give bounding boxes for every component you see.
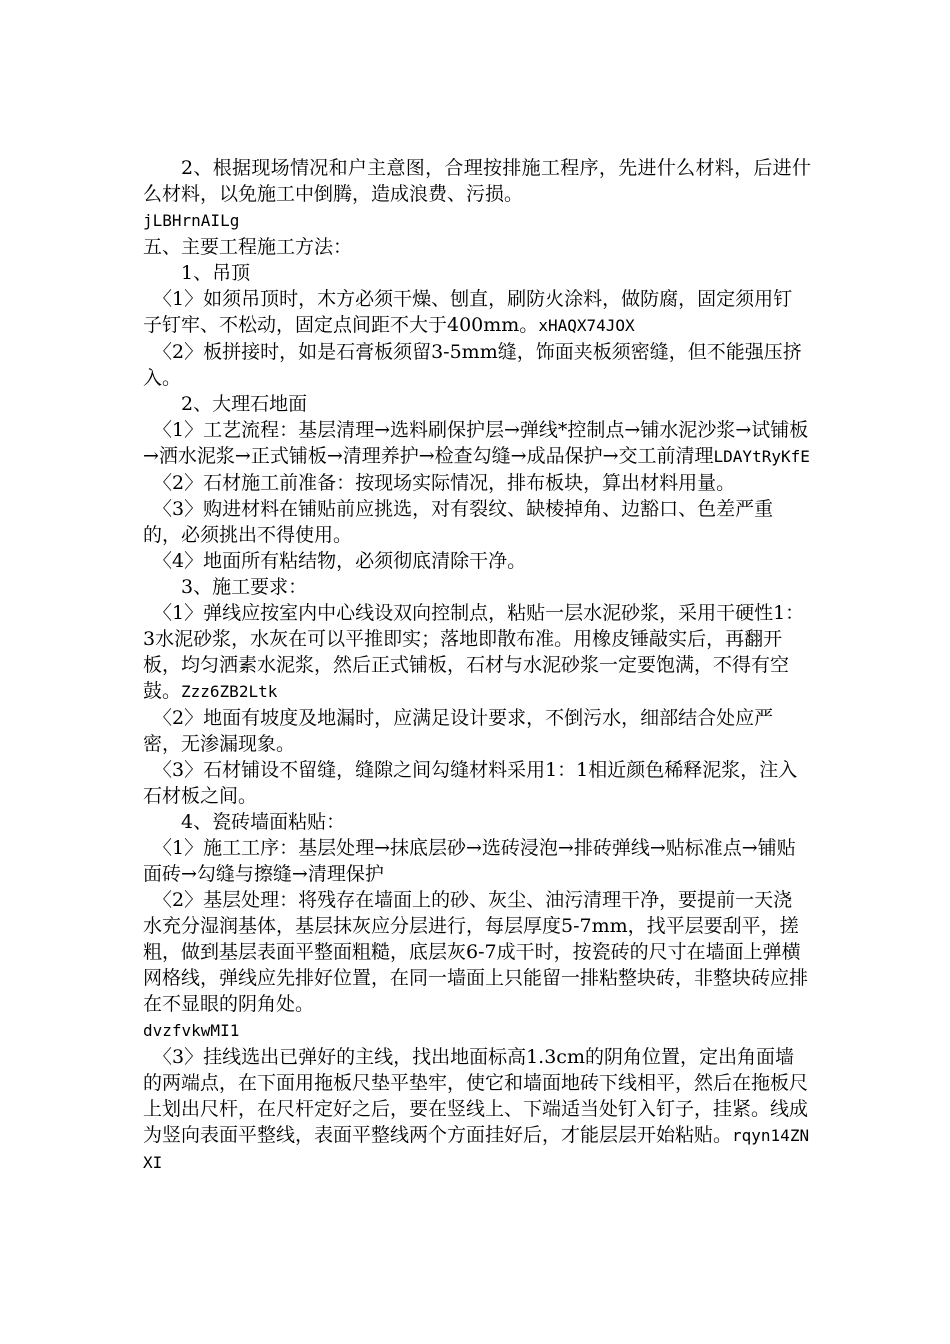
heading-text: 2、大理石地面 <box>181 393 308 415</box>
subheading-tile-wall <box>143 809 811 835</box>
paragraph-code: rqyn14ZNXI <box>143 1126 810 1172</box>
document-body <box>143 155 811 1176</box>
paragraph-text: 〈3〉挂线选出已弹好的主线，找出地面标高1.3cm的阴角位置，定出角面墙的两端点，在下面用拖板尺垫平垫牢，使它和墙面地砖下线相平，然后在拖板尺上划出尺杆，在尺杆定好之后，要在竖线上、下端适当处钉入钉子，挂紧。线成为竖向表面平整线，表面平整线两个方面挂好后，才能层层开始粘贴。 <box>143 1046 809 1146</box>
heading-text: 1、吊顶 <box>181 262 251 284</box>
paragraph-text: 〈2〉板拼接时，如是石膏板须留3-5mm缝，饰面夹板须密缝，但不能强压挤入。 <box>143 341 802 389</box>
paragraph-text: 2、根据现场情况和户主意图，合理按排施工程序，先进什么材料，后进什么材料，以免施工中倒腾，造成浪费、污损。 <box>143 157 811 205</box>
paragraph-text: 〈1〉弹线应按室内中心线设双向控制点，粘贴一层水泥砂浆，采用干硬性1：3水泥砂浆，水灰在可以平推即实；落地即散布准。用橡皮锤敲实后，再翻开板，均匀洒素水泥浆，然后正式铺板，石材与水泥砂浆一定要饱满，不得有空鼓。 <box>143 602 805 702</box>
paragraph-ceiling-1 <box>143 286 811 339</box>
section-heading-construction-methods <box>143 234 811 260</box>
subheading-marble-floor <box>143 391 811 417</box>
paragraph-materials-order <box>143 155 811 234</box>
heading-text: 4、瓷砖墙面粘贴： <box>181 811 346 833</box>
paragraph-text: 〈1〉工艺流程：基层清理→选料刷保护层→弹线*控制点→铺水泥沙浆→试铺板→洒水泥浆→正式铺板→清理养护→检查勾缝→成品保护→交工前清理 <box>143 419 809 467</box>
paragraph-text: 〈1〉如须吊顶时，木方必须干燥、刨直，刷防火涂料，做防腐，固定须用钉子钉牢、不松动，固定点间距不大于400mm。 <box>143 288 793 336</box>
paragraph-tile-2 <box>143 887 811 1044</box>
paragraph-text: 〈3〉购进材料在铺贴前应挑选，对有裂纹、缺棱掉角、边豁口、色差严重的，必须挑出不得使用。 <box>143 498 774 546</box>
paragraph-ceiling-2 <box>143 339 811 391</box>
paragraph-tile-3 <box>143 1044 811 1176</box>
paragraph-requirements-3 <box>143 757 811 809</box>
subheading-ceiling <box>143 260 811 286</box>
paragraph-text: 〈3〉石材铺设不留缝，缝隙之间勾缝材料采用1：1相近颜色稀释泥浆，注入石材板之间。 <box>143 759 798 807</box>
paragraph-text: 〈2〉石材施工前准备：按现场实际情况，排布板块，算出材料用量。 <box>153 472 736 494</box>
paragraph-marble-3 <box>143 496 811 548</box>
paragraph-code: jLBHrnAILg <box>143 211 240 230</box>
paragraph-code: xHAQX74JOX <box>538 316 635 335</box>
paragraph-text: 〈2〉地面有坡度及地漏时，应满足设计要求，不倒污水，细部结合处应严密，无渗漏现象。 <box>143 707 774 755</box>
paragraph-marble-4 <box>143 548 811 574</box>
paragraph-requirements-2 <box>143 705 811 757</box>
paragraph-text: 〈4〉地面所有粘结物，必须彻底清除干净。 <box>153 550 527 572</box>
paragraph-text: 〈2〉基层处理：将残存在墙面上的砂、灰尘、油污清理干净，要提前一天浇水充分湿润基体，基层抹灰应分层进行，每层厚度5-7mm，找平层要刮平，搓粗，做到基层表面平整面粗糙，底层灰6-7成干时，按瓷砖的尺寸在墙面上弹横网格线，弹线应先排好位置，在同一墙面上只能留一排粘整块砖，非整块砖应排在不显眼的阴角处。 <box>143 889 809 1015</box>
heading-text: 3、施工要求： <box>181 576 308 598</box>
paragraph-code: Zzz6ZB2Ltk <box>181 682 278 701</box>
paragraph-code: LDAYtRyKfE <box>713 447 810 466</box>
subheading-requirements <box>143 574 811 600</box>
paragraph-marble-1 <box>143 417 811 470</box>
paragraph-requirements-1 <box>143 600 811 705</box>
paragraph-tile-1 <box>143 835 811 887</box>
paragraph-code: dvzfvkwMI1 <box>143 1021 240 1040</box>
paragraph-text: 〈1〉施工工序：基层处理→抹底层砂→选砖浸泡→排砖弹线→贴标准点→铺贴面砖→勾缝与擦缝→清理保护 <box>143 837 796 885</box>
paragraph-marble-2 <box>143 470 811 496</box>
heading-text: 五、主要工程施工方法： <box>143 236 353 258</box>
